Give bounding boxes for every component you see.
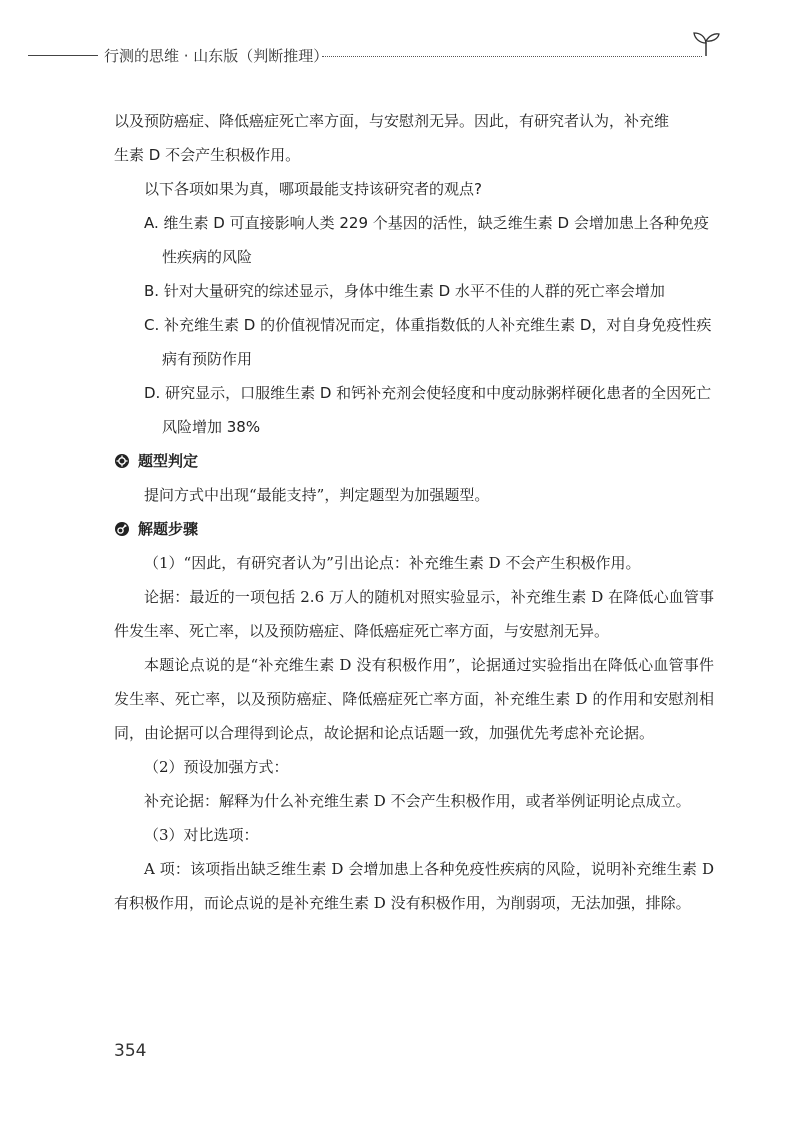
- option-c: C. 补充维生素 D 的价值视情况而定，体重指数低的人补充维生素 D，对自身免疫性疾病有预防作用: [144, 316, 712, 368]
- option-a: A. 维生素 D 可直接影响人类 229 个基因的活性，缺乏维生素 D 会增加患上各种免疫性疾病的风险: [144, 214, 709, 266]
- intro-line-1: 以及预防癌症、降低癌症死亡率方面，与安慰剂无异。因此，有研究者认为，补充维: [114, 112, 670, 130]
- sprout-icon: [690, 28, 722, 58]
- step-2: （2）预设加强方式：: [144, 758, 289, 776]
- analysis-text: 本题论点说的是“补充维生素 D 没有积极作用”，论据通过实验指出在降低心血管事件发生率、死亡率，以及预防癌症、降低癌症死亡率方面，补充维生素 D 的作用和安慰剂相同，由论据可以合理得到论点，故论据和论点话题一致，加强优先考虑补充论据。: [114, 656, 714, 742]
- header-rule-left: [28, 55, 98, 56]
- step-3: （3）对比选项：: [144, 826, 259, 844]
- key-icon: [114, 521, 130, 537]
- section-solution-steps: [114, 512, 714, 546]
- option-a-analysis: A 项：该项指出缺乏维生素 D 会增加患上各种免疫性疾病的风险，说明补充维生素 D 有积极作用，而论点说的是补充维生素 D 没有积极作用，为削弱项，无法加强，排除。: [114, 860, 714, 912]
- intro-line-2: 生素 D 不会产生积极作用。: [114, 146, 301, 164]
- section-question-type-text: 提问方式中出现“最能支持”，判定题型为加强题型。: [144, 486, 490, 504]
- header-rule-right: [322, 56, 702, 57]
- page-content: [114, 104, 714, 920]
- option-b: B. 针对大量研究的综述显示，身体中维生素 D 水平不佳的人群的死亡率会增加: [144, 282, 665, 300]
- section-solution-steps-title: 解题步骤: [138, 520, 199, 538]
- evidence-text: 论据：最近的一项包括 2.6 万人的随机对照实验显示，补充维生素 D 在降低心血管事件发生率、死亡率，以及预防癌症、降低癌症死亡率方面，与安慰剂无异。: [114, 588, 714, 640]
- header-title: 行测的思维 · 山东版（判断推理）: [104, 47, 329, 65]
- question-stem: 以下各项如果为真，哪项最能支持该研究者的观点?: [144, 180, 482, 198]
- page-header: [0, 28, 800, 78]
- page-number: 354: [114, 1041, 147, 1061]
- gear-icon: [114, 453, 130, 469]
- option-d: D. 研究显示，口服维生素 D 和钙补充剂会使轻度和中度动脉粥样硬化患者的全因死亡风险增加 38%: [144, 384, 712, 436]
- section-question-type-title: 题型判定: [138, 452, 199, 470]
- section-question-type: [114, 444, 714, 478]
- step-2-text: 补充论据：解释为什么补充维生素 D 不会产生积极作用，或者举例证明论点成立。: [144, 792, 691, 810]
- step-1: （1）“因此，有研究者认为”引出论点：补充维生素 D 不会产生积极作用。: [144, 554, 641, 572]
